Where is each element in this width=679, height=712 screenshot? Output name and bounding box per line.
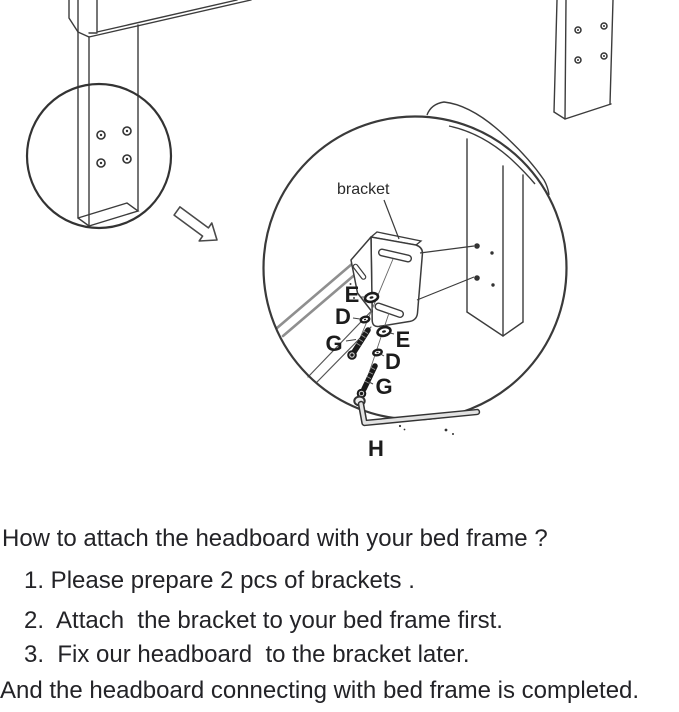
instruction-step-3: 3. Fix our headboard to the bracket later. xyxy=(24,641,470,668)
instructions-footer: And the headboard connecting with bed frame is completed. xyxy=(0,677,640,704)
instruction-step-2: 2. Attach the bracket to your bed frame first. xyxy=(24,607,503,634)
spring-washer-right xyxy=(373,349,383,356)
part-label-bolt-left: G xyxy=(325,331,343,356)
bracket-callout-label: bracket xyxy=(337,181,390,198)
part-label-bolt-right: G xyxy=(375,374,393,399)
print-speckles xyxy=(399,425,454,435)
magnifier-circle-small xyxy=(27,84,171,228)
instruction-step-1: 1. Please prepare 2 pcs of brackets . xyxy=(24,567,415,594)
part-label-spring-left: D xyxy=(335,304,351,329)
part-label-spring-right: D xyxy=(385,349,401,374)
zoom-arrow-icon xyxy=(174,207,217,241)
part-label-allen-key: H xyxy=(368,436,384,461)
post-screw-holes xyxy=(575,23,607,63)
spring-washer-left xyxy=(360,316,370,323)
leg-screw-holes xyxy=(97,127,131,167)
headboard-leg xyxy=(69,0,251,226)
instructions-title: How to attach the headboard with your bed frame ? xyxy=(2,525,548,552)
part-label-washer-right: E xyxy=(395,327,411,352)
part-label-washer-left: E xyxy=(344,282,360,307)
